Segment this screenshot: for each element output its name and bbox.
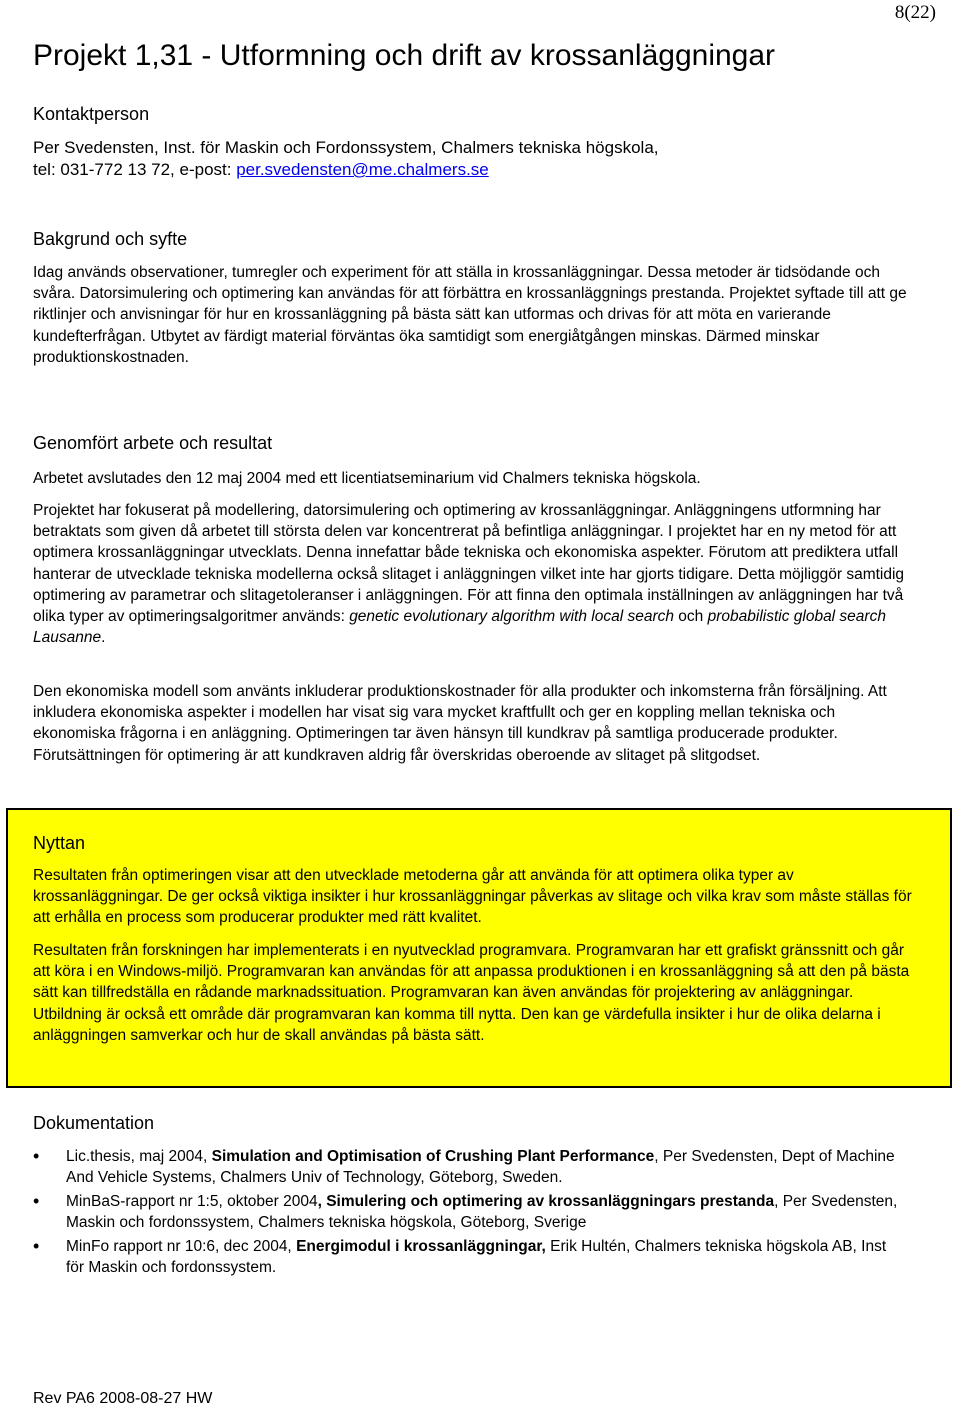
algorithm-name-1: genetic evolutionary algorithm with local search	[349, 608, 674, 626]
documentation-item	[0, 1191, 900, 1234]
contact-block	[33, 137, 933, 181]
contact-tel: tel: 031-772 13 72, e-post:	[33, 160, 237, 179]
algorithm-name-2: probabilistic global search Lausanne	[33, 608, 886, 647]
contact-email-link[interactable]: per.svedensten@me.chalmers.se	[236, 160, 489, 179]
results-paragraph-1: Arbetet avslutades den 12 maj 2004 med ett licentiatseminarium vid Chalmers tekniska högskola.	[33, 470, 701, 487]
documentation-list-wrapper	[0, 1146, 900, 1280]
results-paragraph-3: Den ekonomiska modell som använts inkluderar produktionskostnader för alla produkter och inkomsterna från försäljning. Att inkludera ekonomiska aspekter i modellen har visat sig vara mycket kraftfullt och ger en koppling mellan tekniska och ekonomiska frågorna i en anläggning. Optimeringen tar även hänsyn till kundkrav på samtliga producerade produkter. Förutsättningen för optimering är att kundkraven aldrig får överskridas oberoende av slitaget på slitgodset.	[33, 683, 887, 764]
doc-item-suffix: Erik Hultén, Chalmers tekniska högskola AB, Inst för Maskin och fordonssystem.	[66, 1237, 887, 1277]
results-heading: Genomfört arbete och resultat	[33, 433, 273, 453]
contact-line-1: Per Svedensten, Inst. för Maskin och Fordonssystem, Chalmers tekniska högskola,	[33, 138, 659, 157]
doc-item-prefix: MinBaS-rapport nr 1:5, oktober 2004	[66, 1192, 318, 1210]
doc-item-title: Energimodul i krossanläggningar,	[296, 1237, 546, 1255]
doc-item-suffix: , Per Svedensten, Dept of Machine And Vehicle Systems, Chalmers Univ of Technology, Göteborg, Sweden.	[66, 1148, 895, 1187]
documentation-list	[0, 1146, 900, 1278]
doc-item-title: , Simulering och optimering av krossanläggningars prestanda	[317, 1192, 775, 1210]
doc-item-prefix: Lic.thesis, maj 2004,	[66, 1148, 212, 1165]
nyttan-paragraph-2: Resultaten från forskningen har implementerats i en nyutvecklad programvara. Programvaran har ett grafiskt gränssnitt och går att köra i en Windows-miljö. Programvaran kan användas för att anpassa produktionen i en krossanläggning så att den på bästa sätt kan tillfredställa en rådande marknadssituation. Programvaran kan även användas för projektering av anläggningar. Utbildning är också ett område där programvaran kan komma till nytta. Den kan ge värdefulla insikter i hur de olika delarna i anläggningen samverkar och hur de skall användas på bästa sätt.	[33, 942, 910, 1044]
background-heading: Bakgrund och syfte	[33, 229, 188, 249]
results-paragraph-2	[33, 500, 913, 648]
nyttan-paragraph-1: Resultaten från optimeringen visar att den utvecklade metoderna går att använda för att optimera olika typer av krossanläggningar. De ger också viktiga insikter i hur krossanläggningar påverkas av slitage och vilka krav som måste ställas för att erhålla en process som producerar produkter med rätt kvalitet.	[33, 867, 912, 927]
doc-item-prefix: MinFo rapport nr 10:6, dec 2004,	[66, 1237, 297, 1255]
doc-item-title: Simulation and Optimisation of Crushing Plant Performance	[211, 1148, 655, 1165]
results-p2-connector: och	[674, 608, 708, 626]
documentation-item	[0, 1236, 900, 1279]
documentation-heading: Dokumentation	[33, 1113, 155, 1133]
contact-heading: Kontaktperson	[33, 104, 150, 124]
results-p2-end: .	[101, 629, 106, 647]
nyttan-heading: Nyttan	[33, 833, 86, 853]
doc-item-suffix: , Per Svedensten, Maskin och fordonssystem, Chalmers tekniska högskola, Göteborg, Sverige	[66, 1192, 898, 1232]
results-p2-text: Projektet har fokuserat på modellering, datorsimulering och optimering av krossanläggningar. Anläggningens utformning har betraktats som given då arbetet till största delen var koncentrerat på befintliga anläggningar. I projektet har en ny metod för att optimera krossanläggningar utvecklats. Denna innefattar både tekniska och ekonomiska aspekter. Förutom att prediktera utfall hanterar de utvecklade tekniska modellerna också slitaget i anläggningen vilket inte har gjorts tidigare. Detta möjliggör samtidig optimering av parametrar och slitagetoleranser i anläggningen. För att finna den optimala inställningen av anläggningen har två olika typer av optimeringsalgoritmer används:	[33, 502, 905, 626]
documentation-item	[0, 1146, 900, 1189]
page-title: Projekt 1,31 - Utformning och drift av krossanläggningar	[33, 39, 776, 72]
background-text: Idag används observationer, tumregler och experiment för att ställa in krossanläggningar. Dessa metoder är tidsödande och svåra. Datorsimulering och optimering kan användas för att förbättra en krossanläggnings prestanda. Projektet syftade till att ge riktlinjer och anvisningar för hur en krossanläggning på bästa sätt kan utformas och drivas för att möta en varierande kundefterfrågan. Utbytet av färdigt material förväntas öka samtidigt som energiåtgången minskas. Därmed minskar produktionskostnaden.	[33, 264, 907, 366]
footer-revision: Rev PA6 2008-08-27 HW	[33, 1390, 213, 1407]
contact-line-2	[33, 159, 933, 181]
page-number: 8(22)	[894, 2, 936, 23]
